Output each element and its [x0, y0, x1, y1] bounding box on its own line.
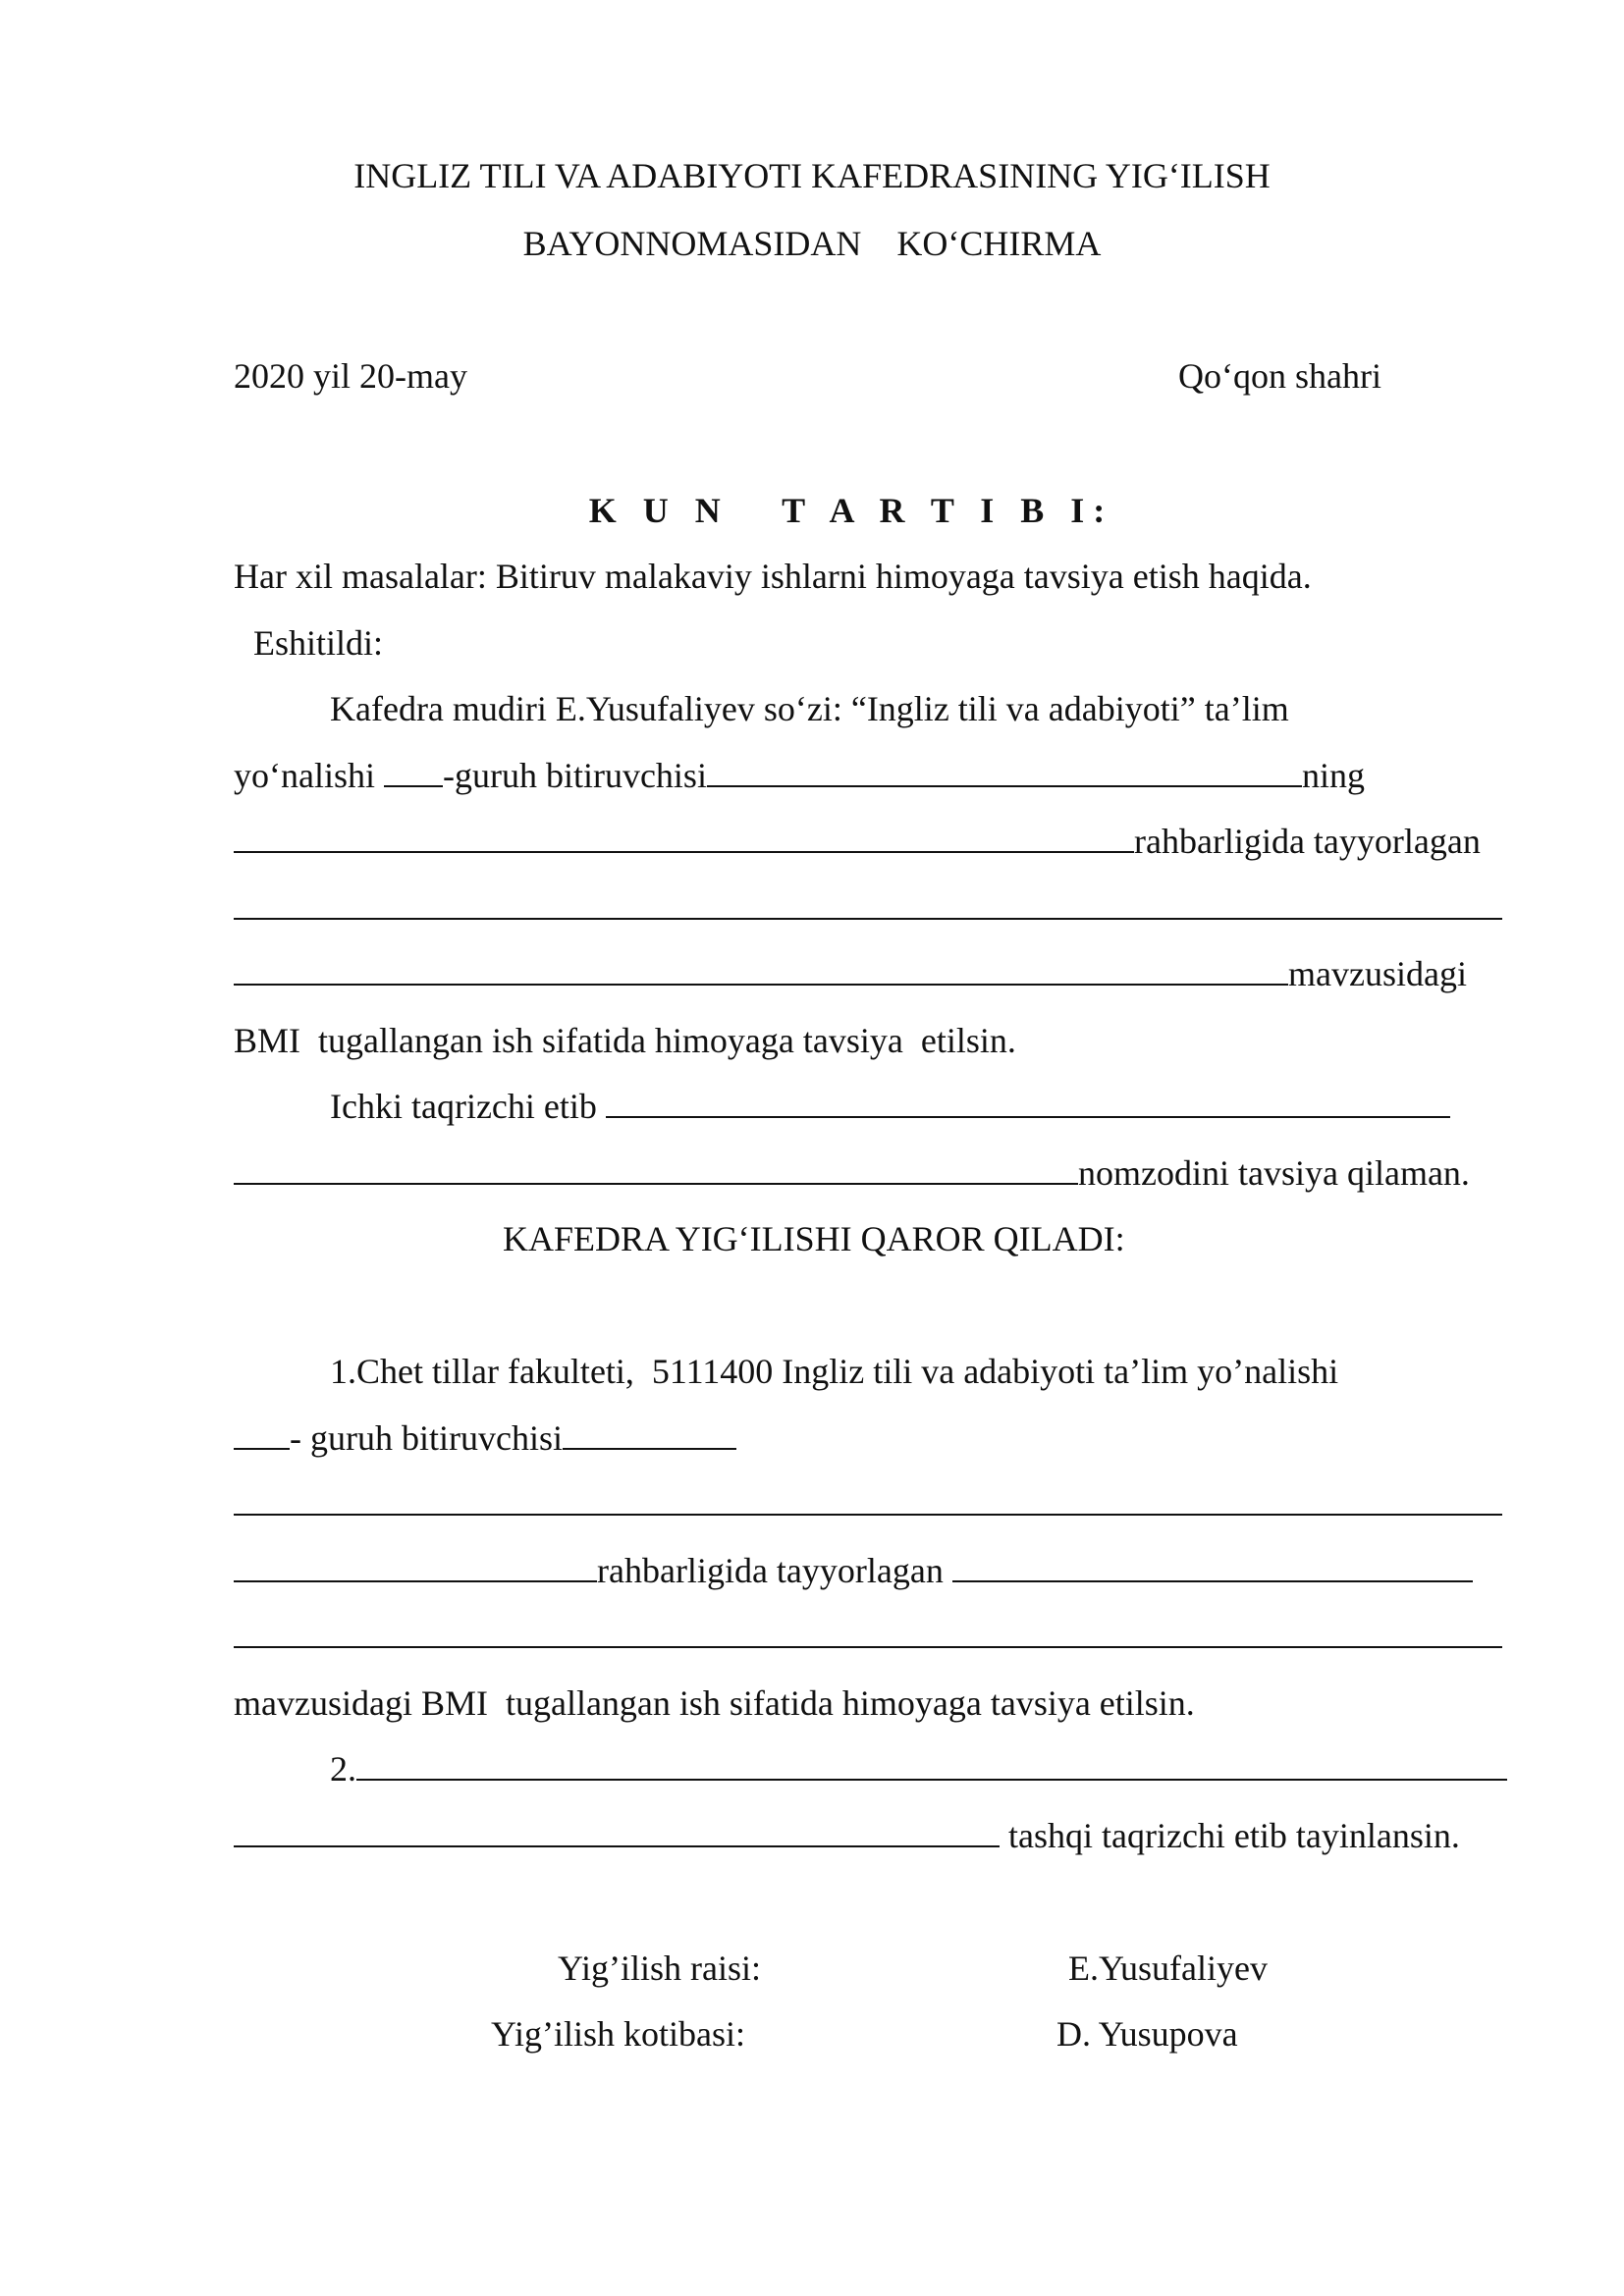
decision-item-1-line-2: [234, 1416, 736, 1460]
internal-reviewer-blank[interactable]: [606, 1087, 1450, 1118]
decision-item-1-line-4: [234, 1549, 1473, 1592]
speech-line-2-middle: -guruh bitiruvchisi: [442, 756, 707, 795]
reviewer-prefix: Ichki taqrizchi etib: [330, 1087, 606, 1126]
reviewer-line-2: [234, 1151, 1470, 1195]
decision-item-1-line-4-middle: rahbarligida tayyorlagan: [597, 1551, 952, 1590]
speech-line-4: [234, 886, 1502, 930]
speech-line-5-suffix: mavzusidagi: [1288, 954, 1467, 993]
decision-item-1-line-1: 1.Chet tillar fakulteti, 5111400 Ingliz tili va adabiyoti ta’lim yo’nalishi: [330, 1352, 1339, 1391]
document-city: Qo‘qon shahri: [1178, 356, 1381, 396]
decision-item-2-line-1: [330, 1747, 1507, 1790]
document-title-line-2: BAYONNOMASIDAN KO‘CHIRMA: [522, 224, 1102, 263]
decision-topic-blank-1[interactable]: [952, 1551, 1473, 1582]
decision-item-1-line-5: [234, 1615, 1502, 1658]
speech-line-3: [234, 820, 1481, 863]
topic-blank-1[interactable]: [234, 888, 1502, 920]
decision-item-2-prefix: 2.: [330, 1749, 356, 1789]
agenda-heading: K U N T A R T I B I:: [588, 491, 1114, 530]
speech-line-2-suffix: ning: [1301, 756, 1365, 795]
topic-blank-2[interactable]: [234, 954, 1288, 986]
decision-graduate-blank-2[interactable]: [234, 1484, 1502, 1516]
decision-supervisor-blank[interactable]: [234, 1551, 597, 1582]
external-reviewer-blank[interactable]: [356, 1749, 1507, 1781]
speech-line-5: [234, 952, 1467, 995]
speech-line-3-suffix: rahbarligida tayyorlagan: [1134, 822, 1481, 861]
decision-item-2-suffix: tashqi taqrizchi etib tayinlansin.: [1000, 1816, 1460, 1855]
supervisor-name-blank[interactable]: [234, 822, 1134, 853]
decision-heading: KAFEDRA YIG‘ILISHI QAROR QILADI:: [503, 1219, 1125, 1258]
graduate-name-blank[interactable]: [707, 756, 1302, 787]
internal-reviewer-blank-2[interactable]: [234, 1153, 1078, 1185]
speech-line-2-prefix: yo‘nalishi: [234, 756, 384, 795]
secretary-label: Yig’ilish kotibasi:: [491, 2014, 746, 2054]
speech-line-2: [234, 754, 1365, 797]
decision-item-1-line-6: mavzusidagi BMI tugallangan ish sifatida himoyaga tavsiya etilsin.: [234, 1683, 1195, 1723]
reviewer-line-1: [330, 1085, 1450, 1128]
reviewer-suffix: nomzodini tavsiya qilaman.: [1078, 1153, 1470, 1193]
decision-item-2-line-2: [234, 1814, 1460, 1857]
speech-line-6: BMI tugallangan ish sifatida himoyaga tavsiya etilsin.: [234, 1021, 1016, 1060]
external-reviewer-blank-2[interactable]: [234, 1816, 1000, 1847]
decision-item-1-middle: - guruh bitiruvchisi: [290, 1418, 563, 1458]
decision-topic-blank-2[interactable]: [234, 1617, 1502, 1648]
chair-name: E.Yusufaliyev: [1068, 1949, 1268, 1988]
document-date: 2020 yil 20-may: [234, 356, 467, 396]
decision-item-1-line-3: [234, 1482, 1502, 1525]
chair-label: Yig’ilish raisi:: [558, 1949, 761, 1988]
decision-graduate-blank[interactable]: [563, 1418, 736, 1450]
speech-line-1: Kafedra mudiri E.Yusufaliyev so‘zi: “Ingliz tili va adabiyoti” ta’lim: [330, 689, 1289, 728]
document-title-line-1: INGLIZ TILI VA ADABIYOTI KAFEDRASINING YIG‘ILISH: [353, 156, 1271, 195]
heard-label: Eshitildi:: [253, 623, 384, 663]
group-number-blank[interactable]: [384, 756, 443, 787]
secretary-name: D. Yusupova: [1056, 2014, 1238, 2054]
agenda-text: Har xil masalalar: Bitiruv malakaviy ishlarni himoyaga tavsiya etish haqida.: [234, 557, 1312, 596]
decision-group-blank[interactable]: [234, 1418, 290, 1450]
